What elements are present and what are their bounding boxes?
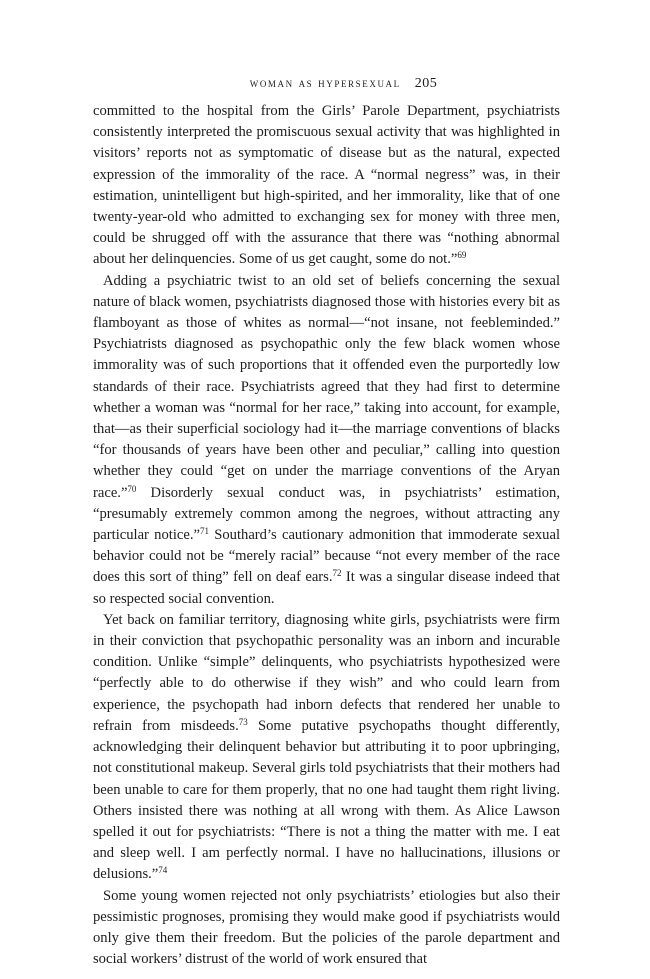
page-number: 205 (414, 76, 438, 91)
paragraph-text: Disorderly sexual conduct was, in psychiatrists’ estimation, “presumably extremely common among the negroes, without attracting any particular notice.” (93, 484, 560, 544)
footnote-ref-69: 69 (457, 250, 467, 261)
paragraph-2 (93, 271, 560, 610)
paragraph-text: Adding a psychiatric twist to an old set of beliefs concerning the sexual nature of black women, psychiatrists diagnosed those with histories every bit as flamboyant as those of whites as normal—“not insane, not feebleminded.” Psychiatrists diagnosed as psychopathic only the few black women whose immorality was of such proportions that it offended even the purportedly low standards of their race. Psychiatrists agreed that they had first to determine whether a woman was “normal for her race,” taking into account, for example, that—as their superficial sociology had it—the marriage conventions of blacks “for thousands of years have been other and peculiar,” calling into question whether they could “get on under the marriage conventions of the Aryan race.” (93, 272, 560, 501)
footnote-ref-73: 73 (238, 716, 248, 727)
running-head (93, 74, 560, 93)
footnote-ref-72: 72 (332, 568, 342, 579)
paragraph-text: Yet back on familiar territory, diagnosing white girls, psychiatrists were firm in their conviction that psychopathic personality was an inborn and incurable condition. Unlike “simple” delinquents, who psychiatrists hypothesized were “perfectly able to do otherwise if they wish” and who could learn from experience, the psychopath had inborn defects that rendered her unable to refrain from misdeeds. (93, 611, 560, 734)
paragraph-3 (93, 610, 560, 886)
footnote-ref-71: 71 (199, 526, 209, 537)
paragraph-text: Some putative psychopaths thought differently, acknowledging their delinquent behavior but attributing it to poor upbringing, not constitutional makeup. Several girls told psychiatrists that their mothers had been unable to care for them properly, that no one had taught them right living. Others insisted there was nothing at all wrong with them. As Alice Lawson spelled it out for psychiatrists: “There is not a thing the matter with me. I eat and sleep well. I am perfectly normal. I have no hallucinations, illusions or delusions.” (93, 717, 560, 883)
footnote-ref-74: 74 (158, 865, 168, 876)
paragraph-text: committed to the hospital from the Girls’ Parole Department, psychiatrists consistently interpreted the promiscuous sexual activity that was highlighted in visitors’ reports not as symptomatic of disease but as the natural, expected expression of the immorality of the race. A “normal negress” was, in their estimation, unintelligent but high-spirited, and her immorality, like that of one twenty-year-old who admitted to exchanging sex for money with three men, could be shrugged off with the assurance that there was “nothing abnormal about her delinquencies. Some of us get caught, some do not.” (93, 103, 560, 268)
body-text (93, 101, 560, 970)
footnote-ref-70: 70 (127, 483, 137, 494)
paragraph-text: Southard’s cautionary admonition that immoderate sexual behavior could not be “merely racial” because “not every member of the race does this sort of thing” fell on deaf ears. (93, 527, 561, 586)
book-page (93, 74, 560, 970)
running-title: woman as hypersexual (249, 75, 401, 90)
paragraph-4 (93, 886, 560, 971)
paragraph-text: Some young women rejected not only psychiatrists’ etiologies but also their pessimistic prognoses, promising they would make good if psychiatrists would only give them their freedom. But the policies of the parole department and social workers’ distrust of the world of work ensured that (93, 887, 560, 968)
paragraph-text: It was a singular disease indeed that so respected social convention. (93, 569, 560, 607)
paragraph-1 (93, 101, 560, 271)
